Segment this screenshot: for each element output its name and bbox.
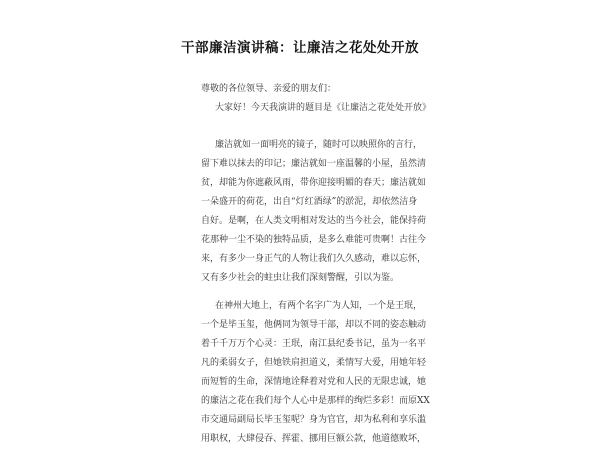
text-line: 一朵盛开的荷花，出自“灯红酒绿”的淤泥，却依然洁身 [201,197,418,207]
text-line: 来，有多少一身正气的人物让我们久久感动，难以忘怀， [201,254,427,264]
text-line: 廉洁就如一面明亮的镜子，随时可以映照你的言行， [215,140,423,150]
text-line: 又有多少社会的蛀虫让我们深刻警醒，引以为鉴。 [201,273,400,283]
text-line: 在神州大地上，有两个名字广为人知，一个是王珉， [215,301,423,311]
intro-line: 大家好！今天我演讲的题目是《让廉洁之花处处开放》 [215,103,432,113]
salutation: 尊敬的各位领导、亲爱的朋友们： [201,84,337,94]
paragraph-1 [201,136,427,288]
text-line: 用职权，大肆侵吞、挥霍、挪用巨额公款，他道德败坏， [201,434,427,444]
text-line: 着千千万万个心灵：王珉，南江县纪委书记，虽为一名平 [201,339,427,349]
text-line: 留下难以抹去的印记；廉洁就如一座温馨的小屋，虽然清 [201,159,427,169]
text-line: 凡的柔弱女子，但她铁肩担道义，柔情写大爱，用她年轻 [201,358,427,368]
paragraph-2 [201,297,430,449]
text-line: 的廉洁之花在我们每个人心中是那样的绚烂多彩！而原XX [201,396,430,406]
text-line: 自好。是啊，在人类文明相对发达的当今社会，能保持荷 [201,216,427,226]
text-line: 而短暂的生命，深情地诠释着对党和人民的无限忠诚，她 [201,377,427,387]
text-line: 花那种一尘不染的独特品质，是多么难能可贵啊！古往今 [201,235,427,245]
text-line: 市交通局副局长毕玉玺呢？身为官官，却为私利和享乐滥 [201,415,427,425]
text-line: 贫，却能为你遮蔽风雨，带你迎接明媚的春天；廉洁就如 [201,178,427,188]
document-title: 干部廉洁演讲稿：让廉洁之花处处开放 [181,40,419,56]
document-body [201,80,432,449]
text-line: 一个是毕玉玺，他俩同为领导干部，却以不同的姿态触动 [201,320,427,330]
